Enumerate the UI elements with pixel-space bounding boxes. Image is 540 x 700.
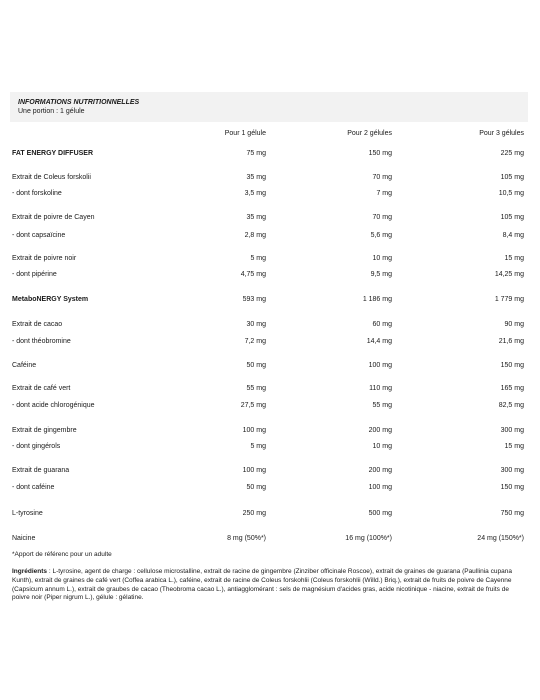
table-row (12, 484, 524, 494)
row-value-1: 250 mg (242, 510, 266, 517)
row-value-3: 14,25 mg (494, 271, 524, 278)
row-value-1: 50 mg (246, 484, 266, 491)
row-value-2: 70 mg (372, 214, 392, 221)
row-label: - dont gingérols (12, 443, 61, 450)
row-value-1: 30 mg (246, 321, 266, 328)
table-row (12, 510, 524, 520)
column-header-1: Pour 1 gélule (224, 130, 266, 137)
row-value-1: 5 mg (250, 255, 266, 262)
row-value-2: 100 mg (368, 362, 392, 369)
row-label: - dont forskoline (12, 190, 62, 197)
row-value-1: 100 mg (242, 427, 266, 434)
row-value-3: 82,5 mg (498, 402, 524, 409)
row-label: Extrait de gingembre (12, 427, 77, 434)
header-title: INFORMATIONS NUTRITIONNELLES (18, 99, 140, 106)
row-value-1: 7,2 mg (244, 338, 266, 345)
row-value-2: 9,5 mg (370, 271, 392, 278)
table-row (12, 150, 524, 160)
row-label: Extrait de cacao (12, 321, 63, 328)
table-row (12, 402, 524, 412)
row-value-2: 60 mg (372, 321, 392, 328)
row-value-1: 5 mg (250, 443, 266, 450)
row-value-3: 150 mg (500, 484, 524, 491)
row-label: MetaboNERGY System (12, 296, 89, 303)
table-row (12, 443, 524, 453)
row-value-2: 1 186 mg (362, 296, 392, 303)
row-value-2: 14,4 mg (366, 338, 392, 345)
row-value-1: 50 mg (246, 362, 266, 369)
row-value-3: 21,6 mg (498, 338, 524, 345)
row-label: Caféine (12, 362, 37, 369)
row-label: - dont pipérine (12, 271, 57, 278)
row-value-1: 593 mg (242, 296, 266, 303)
table-row (12, 535, 524, 545)
row-value-1: 8 mg (50%*) (227, 535, 266, 542)
ingredients-body: : L-tyrosine, agent de charge : cellulose microstalline, extrait de racine de gingembre (Zinziber officinale Roscoe), extrait de graines de guarana (Paullinia cupana Kunth), extrait de graines de café vert (Coffea arabica L.), caféine, extrait de racine de Coleus forskohlii (Coleus forskohlii (Willd.) Briq.), extrait de fruits de poivre de Cayenne (Capsicum annum L.), extrait de graubes de cacao (Theobroma cacao L.), antiagglomérant : sels de magnésium d'acides gras, acide nicotinique - niacine, extrait de fruits de poivre noir (Piper nigrum L.), gélule : gélatine. (12, 568, 512, 602)
row-label: FAT ENERGY DIFFUSER (12, 150, 94, 157)
table-row (12, 174, 524, 184)
ingredients-heading: Ingrédients (12, 568, 48, 575)
table-row (12, 385, 524, 395)
row-label: - dont acide chlorogénique (12, 402, 95, 409)
row-value-1: 4,75 mg (240, 271, 266, 278)
table-row (12, 321, 524, 331)
table-row (12, 362, 524, 372)
row-label: L-tyrosine (12, 510, 43, 517)
row-value-2: 5,6 mg (370, 232, 392, 239)
table-row (12, 427, 524, 437)
row-label: Naicine (12, 535, 36, 542)
row-value-3: 225 mg (500, 150, 524, 157)
nutrition-header (10, 92, 528, 122)
column-header-3: Pour 3 gélules (479, 130, 524, 137)
row-value-2: 70 mg (372, 174, 392, 181)
row-value-3: 90 mg (504, 321, 524, 328)
row-value-2: 150 mg (368, 150, 392, 157)
row-value-3: 150 mg (500, 362, 524, 369)
row-label: Extrait de guarana (12, 467, 70, 474)
row-value-3: 10,5 mg (498, 190, 524, 197)
row-value-1: 2,8 mg (244, 232, 266, 239)
row-value-2: 7 mg (376, 190, 392, 197)
row-value-3: 750 mg (500, 510, 524, 517)
row-value-2: 200 mg (368, 467, 392, 474)
row-value-2: 500 mg (368, 510, 392, 517)
row-value-1: 100 mg (242, 467, 266, 474)
column-header-2: Pour 2 gélules (347, 130, 392, 137)
ingredients-text (12, 568, 526, 603)
row-label: Extrait de poivre noir (12, 255, 77, 262)
row-value-3: 15 mg (504, 443, 524, 450)
footnote: *Apport de référenc pour un adulte (12, 551, 112, 558)
row-value-3: 300 mg (500, 427, 524, 434)
row-value-2: 10 mg (372, 443, 392, 450)
table-row (12, 255, 524, 265)
row-value-1: 35 mg (246, 174, 266, 181)
row-value-2: 200 mg (368, 427, 392, 434)
row-value-2: 55 mg (372, 402, 392, 409)
row-value-1: 35 mg (246, 214, 266, 221)
row-value-3: 8,4 mg (502, 232, 524, 239)
row-label: Extrait de poivre de Cayen (12, 214, 95, 221)
row-value-2: 10 mg (372, 255, 392, 262)
row-value-3: 105 mg (500, 174, 524, 181)
table-row (12, 232, 524, 242)
table-row (12, 467, 524, 477)
row-value-2: 110 mg (369, 385, 392, 392)
row-label: - dont théobromine (12, 338, 71, 345)
row-value-3: 165 mg (500, 385, 524, 392)
row-label: Extrait de café vert (12, 385, 71, 392)
header-subtitle: Une portion : 1 gélule (18, 108, 85, 115)
row-value-1: 27,5 mg (240, 402, 266, 409)
row-value-2: 100 mg (368, 484, 392, 491)
row-label: Extrait de Coleus forskolii (12, 174, 91, 181)
row-value-1: 75 mg (246, 150, 266, 157)
row-value-1: 3,5 mg (244, 190, 266, 197)
row-value-3: 300 mg (500, 467, 524, 474)
row-value-2: 16 mg (100%*) (345, 535, 392, 542)
row-value-3: 1 779 mg (494, 296, 524, 303)
row-value-3: 24 mg (150%*) (477, 535, 524, 542)
row-value-3: 15 mg (504, 255, 524, 262)
table-row (12, 190, 524, 200)
row-value-1: 55 mg (246, 385, 266, 392)
row-label: - dont caféine (12, 484, 55, 491)
row-value-3: 105 mg (500, 214, 524, 221)
table-row (12, 296, 524, 306)
row-label: - dont capsaïcine (12, 232, 66, 239)
table-row (12, 338, 524, 348)
table-row (12, 271, 524, 281)
table-row (12, 214, 524, 224)
